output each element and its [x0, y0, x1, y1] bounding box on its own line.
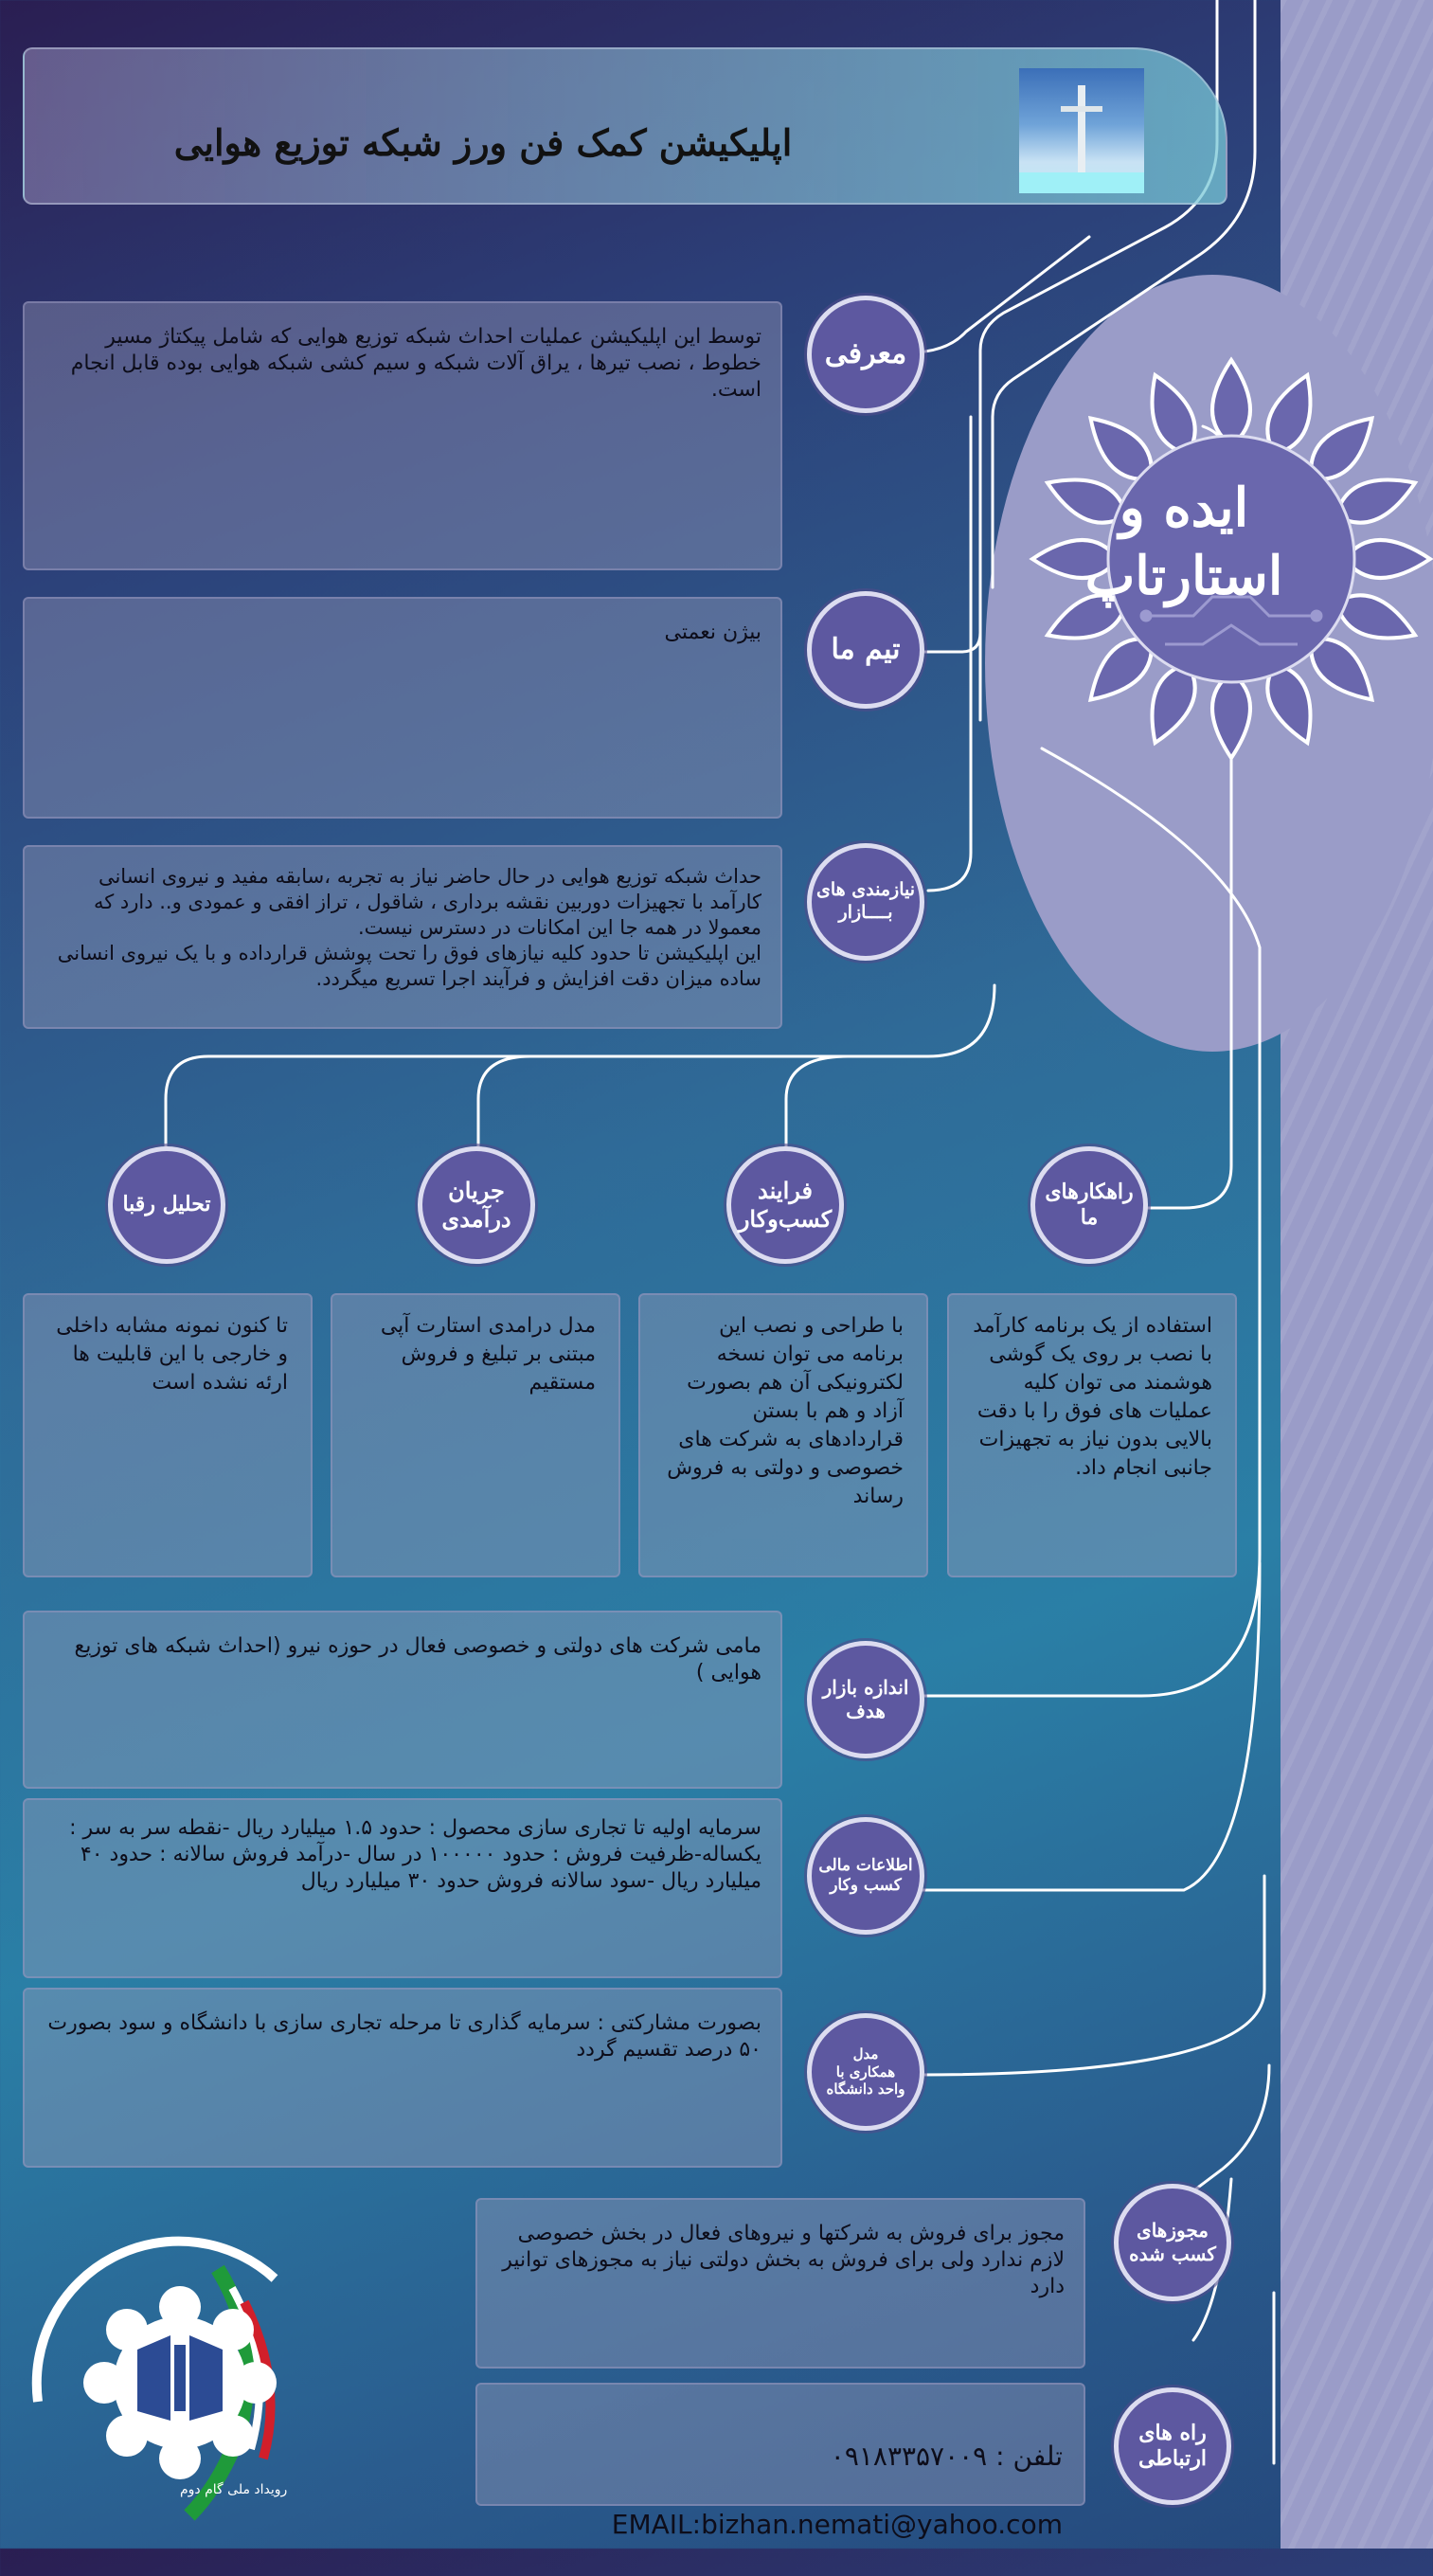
- contact-box: [475, 2383, 1085, 2540]
- target-market-box: مامی شرکت های دولتی و خصوصی فعال در حوزه نیرو (احداث شبکه های توزیع هوایی ): [23, 1611, 782, 1789]
- solutions-circle: راهکارهای ما: [1030, 1146, 1148, 1264]
- cooperation-box: بصورت مشارکتی : سرمایه گذاری تا مرحله تجاری سازی با دانشگاه و سود بصورت ۵۰ درصد تقسیم گردد: [23, 1988, 782, 2168]
- solutions-box: استفاده از یک برنامه کارآمد با نصب بر روی یک گوشی هوشمند می توان کلیه عملیات های فوق را با دقت بالایی بدون نیاز به تجهیزات جانبی انجام داد.: [947, 1293, 1237, 1577]
- business-process-circle: فرایند کسب‌وکار: [726, 1146, 844, 1264]
- competitors-circle: تحلیل رقبا: [108, 1146, 225, 1264]
- phone-number: تلفن : ۰۹۱۸۳۳۵۷۰۰۹: [830, 2441, 1063, 2472]
- revenue-box: مدل درامدی استارت آپی مبتنی بر تبلیغ و فروش مستقیم: [331, 1293, 620, 1577]
- intro-box: توسط این اپلیکیشن عملیات احداث شبکه توزیع هوایی که شامل پیکتاژ مسیر خطوط ، نصب تیرها ، یراق آلات شبکه و سیم کشی شبکه هوایی بوده قابل انجام است.: [23, 301, 782, 570]
- power-pole-image: [1019, 68, 1144, 193]
- financial-box: سرمایه اولیه تا تجاری سازی محصول : حدود ۱.۵ میلیارد ریال -نقطه سر به سر : یکساله-ظرفیت فروش : حدود ۱۰۰۰۰۰ در سال -درآمد فروش سالانه : حدود ۴۰ میلیارد ریال -سود سالانه فروش حدود ۳۰ میلیارد ریال: [23, 1798, 782, 1978]
- idea-startup-label: ایده و استارتاپ: [1084, 477, 1283, 607]
- contact-circle: راه های ارتباطی: [1114, 2387, 1231, 2505]
- business-process-box: با طراحی و نصب این برنامه می توان نسخه لکترونیکی آن هم بصورت آزاد و هم با بستن قراردادهای به شرکت های خصوصی و دولتی به فروش رساند: [638, 1293, 928, 1577]
- cooperation-circle: مدل همکاری با واحد دانشگاه: [807, 2013, 924, 2131]
- target-market-circle: اندازه بازار هدف: [807, 1641, 924, 1758]
- team-box: بیژن نعمتی: [23, 597, 782, 819]
- logo-caption: رویداد ملی گام دوم: [180, 2482, 288, 2497]
- competitors-box: تا کنون نمونه مشابه داخلی و خارجی با این قابلیت ها ارئه نشده است: [23, 1293, 313, 1577]
- page-title: اپلیکیشن کمک فن ورز شبکه توزیع هوایی: [173, 121, 793, 164]
- market-needs-box: حداث شبکه توزیع هوایی در حال حاضر نیاز به تجربه ،سابقه مفید و نیروی انسانی کارآمد با تجهیزات دوربین نقشه برداری ، شاقول ، تراز افقی و عمودی و.. دارد که معمولا در همه جا این امکانات در دسترس نیست. این اپلیکیشن تا حدود کلیه نیازهای فوق را تحت پوشش قرارداده و با یک نیروی انسانی ساده میزان دقت افزایش و فرآیند اجرا تسریع میگردد.: [23, 845, 782, 1029]
- email-address: EMAIL:bizhan.nemati@yahoo.com: [611, 2509, 1063, 2540]
- licenses-circle: مجوزهای کسب شده: [1114, 2184, 1231, 2301]
- revenue-circle: جریان درآمدی: [418, 1146, 535, 1264]
- intro-circle: معرفی: [807, 296, 924, 413]
- team-circle: تیم ما: [807, 591, 924, 709]
- licenses-box: مجوز برای فروش به شرکتها و نیروهای فعال در بخش خصوصی لازم ندارد ولی برای فروش به بخش دولتی نیاز به مجوزهای توانیر دارد: [475, 2198, 1085, 2369]
- financial-circle: اطلاعات مالی کسب وکار: [807, 1817, 924, 1935]
- market-needs-circle: نیازمندی های بــــازار: [807, 843, 924, 961]
